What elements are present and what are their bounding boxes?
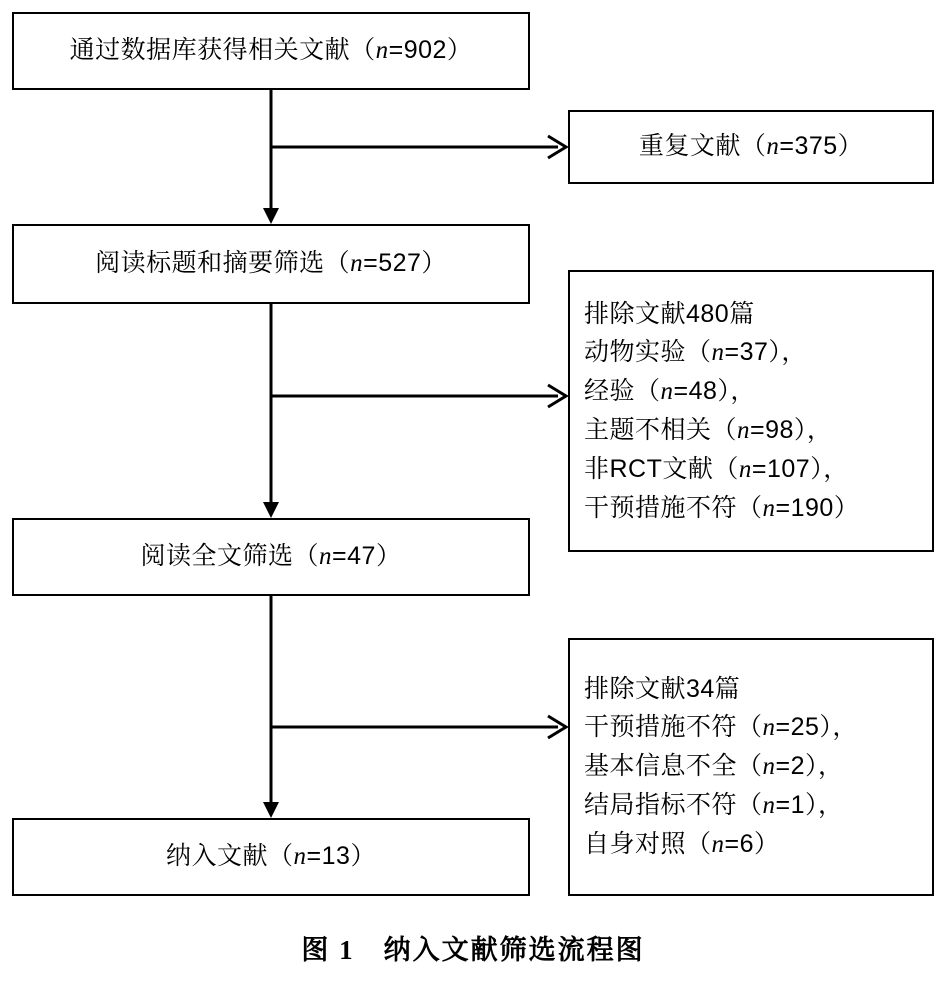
node-excluded-first-stage [568,270,934,552]
node-full-text-screening [12,518,530,596]
node-duplicates-removed [568,110,934,184]
node-included-studies-label: 纳入文献（n=13） [166,842,376,871]
figure-caption: 图 1 纳入文献筛选流程图 [301,935,645,965]
node-title-abstract-screening [12,224,530,304]
node-duplicates-removed-label: 重复文献（n=375） [638,132,864,161]
node-title-abstract-screening-label: 阅读标题和摘要筛选（n=527） [95,249,447,278]
node-excluded-second-stage [568,638,934,896]
node-database-records-label: 通过数据库获得相关文献（n=902） [69,36,473,65]
node-database-records [12,12,530,90]
node-included-studies [12,818,530,896]
node-excluded-first-stage-label: 排除文献480篇 动物实验（n=37）， 经验（n=48）， 主题不相关（n=98）， 非RCT文献（n=107）， 干预措施不符（n=190） [584,299,860,522]
node-excluded-second-stage-label: 排除文献34篇 干预措施不符（n=25）， 基本信息不全（n=2）， 结局指标不符（n=1）， 自身对照（n=6） [584,675,858,858]
node-full-text-screening-label: 阅读全文筛选（n=47） [140,542,402,571]
